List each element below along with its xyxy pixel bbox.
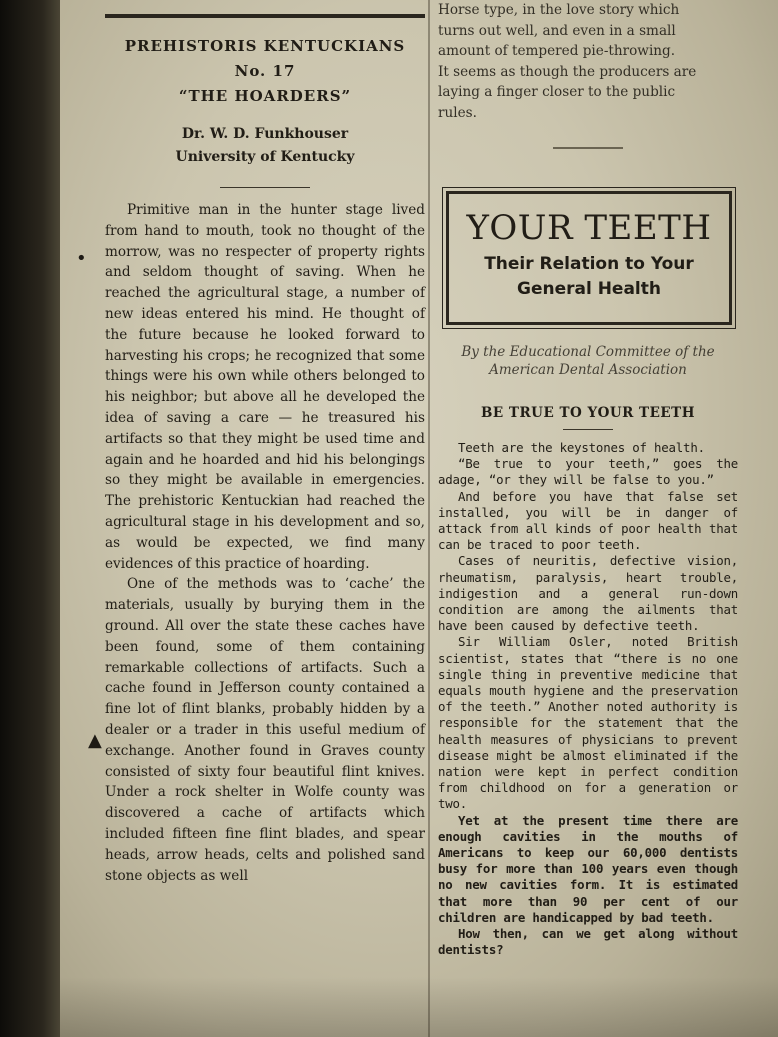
byline-rule bbox=[220, 187, 310, 188]
article-subhead: BE TRUE TO YOUR TEETH bbox=[481, 405, 695, 421]
section-rule bbox=[553, 147, 623, 149]
banner-title: YOUR TEETH bbox=[466, 208, 712, 248]
margin-ink-mark: ▲ bbox=[88, 730, 102, 751]
continued-line: rules. bbox=[438, 104, 477, 121]
author-affiliation: University of Kentucky bbox=[175, 149, 355, 165]
banner-subtitle-line-1: Their Relation to Your bbox=[484, 254, 694, 274]
credit-line-2: American Dental Association bbox=[489, 362, 687, 378]
column-top-rule bbox=[105, 14, 425, 18]
teeth-paragraph: How then, can we get along without dentists? bbox=[438, 926, 738, 958]
headline-line-3: “THE HOARDERS” bbox=[178, 87, 352, 105]
continued-line: It seems as though the producers are bbox=[438, 63, 697, 80]
headline-line-2: No. 17 bbox=[234, 62, 296, 80]
teeth-paragraph: And before you have that false set installed, you will be in danger of attack from all kinds of poor health that can be traced to poor teeth. bbox=[438, 488, 738, 553]
your-teeth-banner bbox=[446, 191, 732, 325]
column-divider bbox=[428, 0, 430, 1037]
page-edge-shadow bbox=[0, 0, 60, 1037]
continued-line: amount of tempered pie-throwing. bbox=[438, 43, 676, 59]
teeth-paragraph: “Be true to your teeth,” goes the adage, “or they will be false to you.” bbox=[438, 456, 738, 488]
continued-line: turns out well, and even in a small bbox=[438, 22, 676, 39]
left-column bbox=[105, 0, 425, 886]
newspaper-page bbox=[60, 0, 778, 1037]
banner-subtitle-line-2: General Health bbox=[516, 279, 661, 299]
continued-story bbox=[438, 0, 738, 123]
teeth-paragraph: Yet at the present time there are enough cavities in the mouths of Americans to keep our 60,000 dentists busy for more than 100 years even though no new cavities form. It is estimated that more than 90 per cent of our children are handicapped by bad teeth. bbox=[438, 812, 738, 925]
teeth-paragraph: Teeth are the keystones of health. bbox=[458, 440, 705, 455]
credit-line-1: By the Educational Committee of the bbox=[461, 344, 715, 360]
margin-ink-mark: • bbox=[76, 248, 87, 269]
right-column bbox=[438, 0, 738, 959]
article-headline bbox=[105, 34, 425, 109]
teeth-paragraph: Cases of neuritis, defective vision, rheumatism, paralysis, heart trouble, indigestion and a general run-down condition are among the ailments that have been caused by defective teeth. bbox=[438, 553, 738, 634]
banner-subtitle bbox=[449, 252, 729, 302]
teeth-paragraph: Sir William Osler, noted British scientist, states that “there is no one single thing in preventive medicine that equals mouth hygiene and the preservation of the teeth.” Another noted authority is responsible for the statement that the health measures of physicians to prevent disease might be almost eliminated if the nation were kept in perfect condition from childhood on for a generation or two. bbox=[438, 634, 738, 812]
article-credit bbox=[438, 343, 738, 379]
headline-line-1: PREHISTORIS KENTUCKIANS bbox=[124, 37, 406, 55]
page-bottom-shadow bbox=[60, 977, 778, 1037]
subhead-rule bbox=[563, 429, 613, 430]
article-paragraph: One of the methods was to ‘cache’ the materials, usually by burying them in the ground. All over the state these caches have been found, some of them containing remarkable collections of artifacts. Such a cache found in Jefferson county contained a fine lot of flint blanks, probably hidden by a dealer or a trader in this useful medium of exchange. Another found in Graves county consisted of sixty four beautiful flint knives. Under a rock shelter in Wolfe county was discovered a cache of artifacts which included fifteen fine flint blades, and spear heads, arrow heads, celts and polished sand stone objects as well bbox=[105, 576, 425, 884]
article-paragraph: Primitive man in the hunter stage lived from hand to mouth, took no thought of the morrow, was no respecter of property rights and seldom thought of saving. When he reached the agricultural stage, a number of new ideas entered his mind. He thought of the future because he looked forward to harvesting his crops; he recognized that some things were his own while others belonged to his neighbor; but above all he developed the idea of saving a care — he treasured his artifacts so that they might be used time and again and he hoarded and hid his belongings so they might be available in emergencies. The prehistoric Kentuckian had reached the agricultural stage in his development and so, as would be expected, we find many evidences of this practice of hoarding. bbox=[105, 202, 425, 572]
continued-line: Horse type, in the love story which bbox=[438, 2, 680, 18]
article-byline bbox=[105, 123, 425, 169]
author-name: Dr. W. D. Funkhouser bbox=[181, 126, 349, 142]
continued-line: laying a finger closer to the public bbox=[438, 84, 676, 100]
